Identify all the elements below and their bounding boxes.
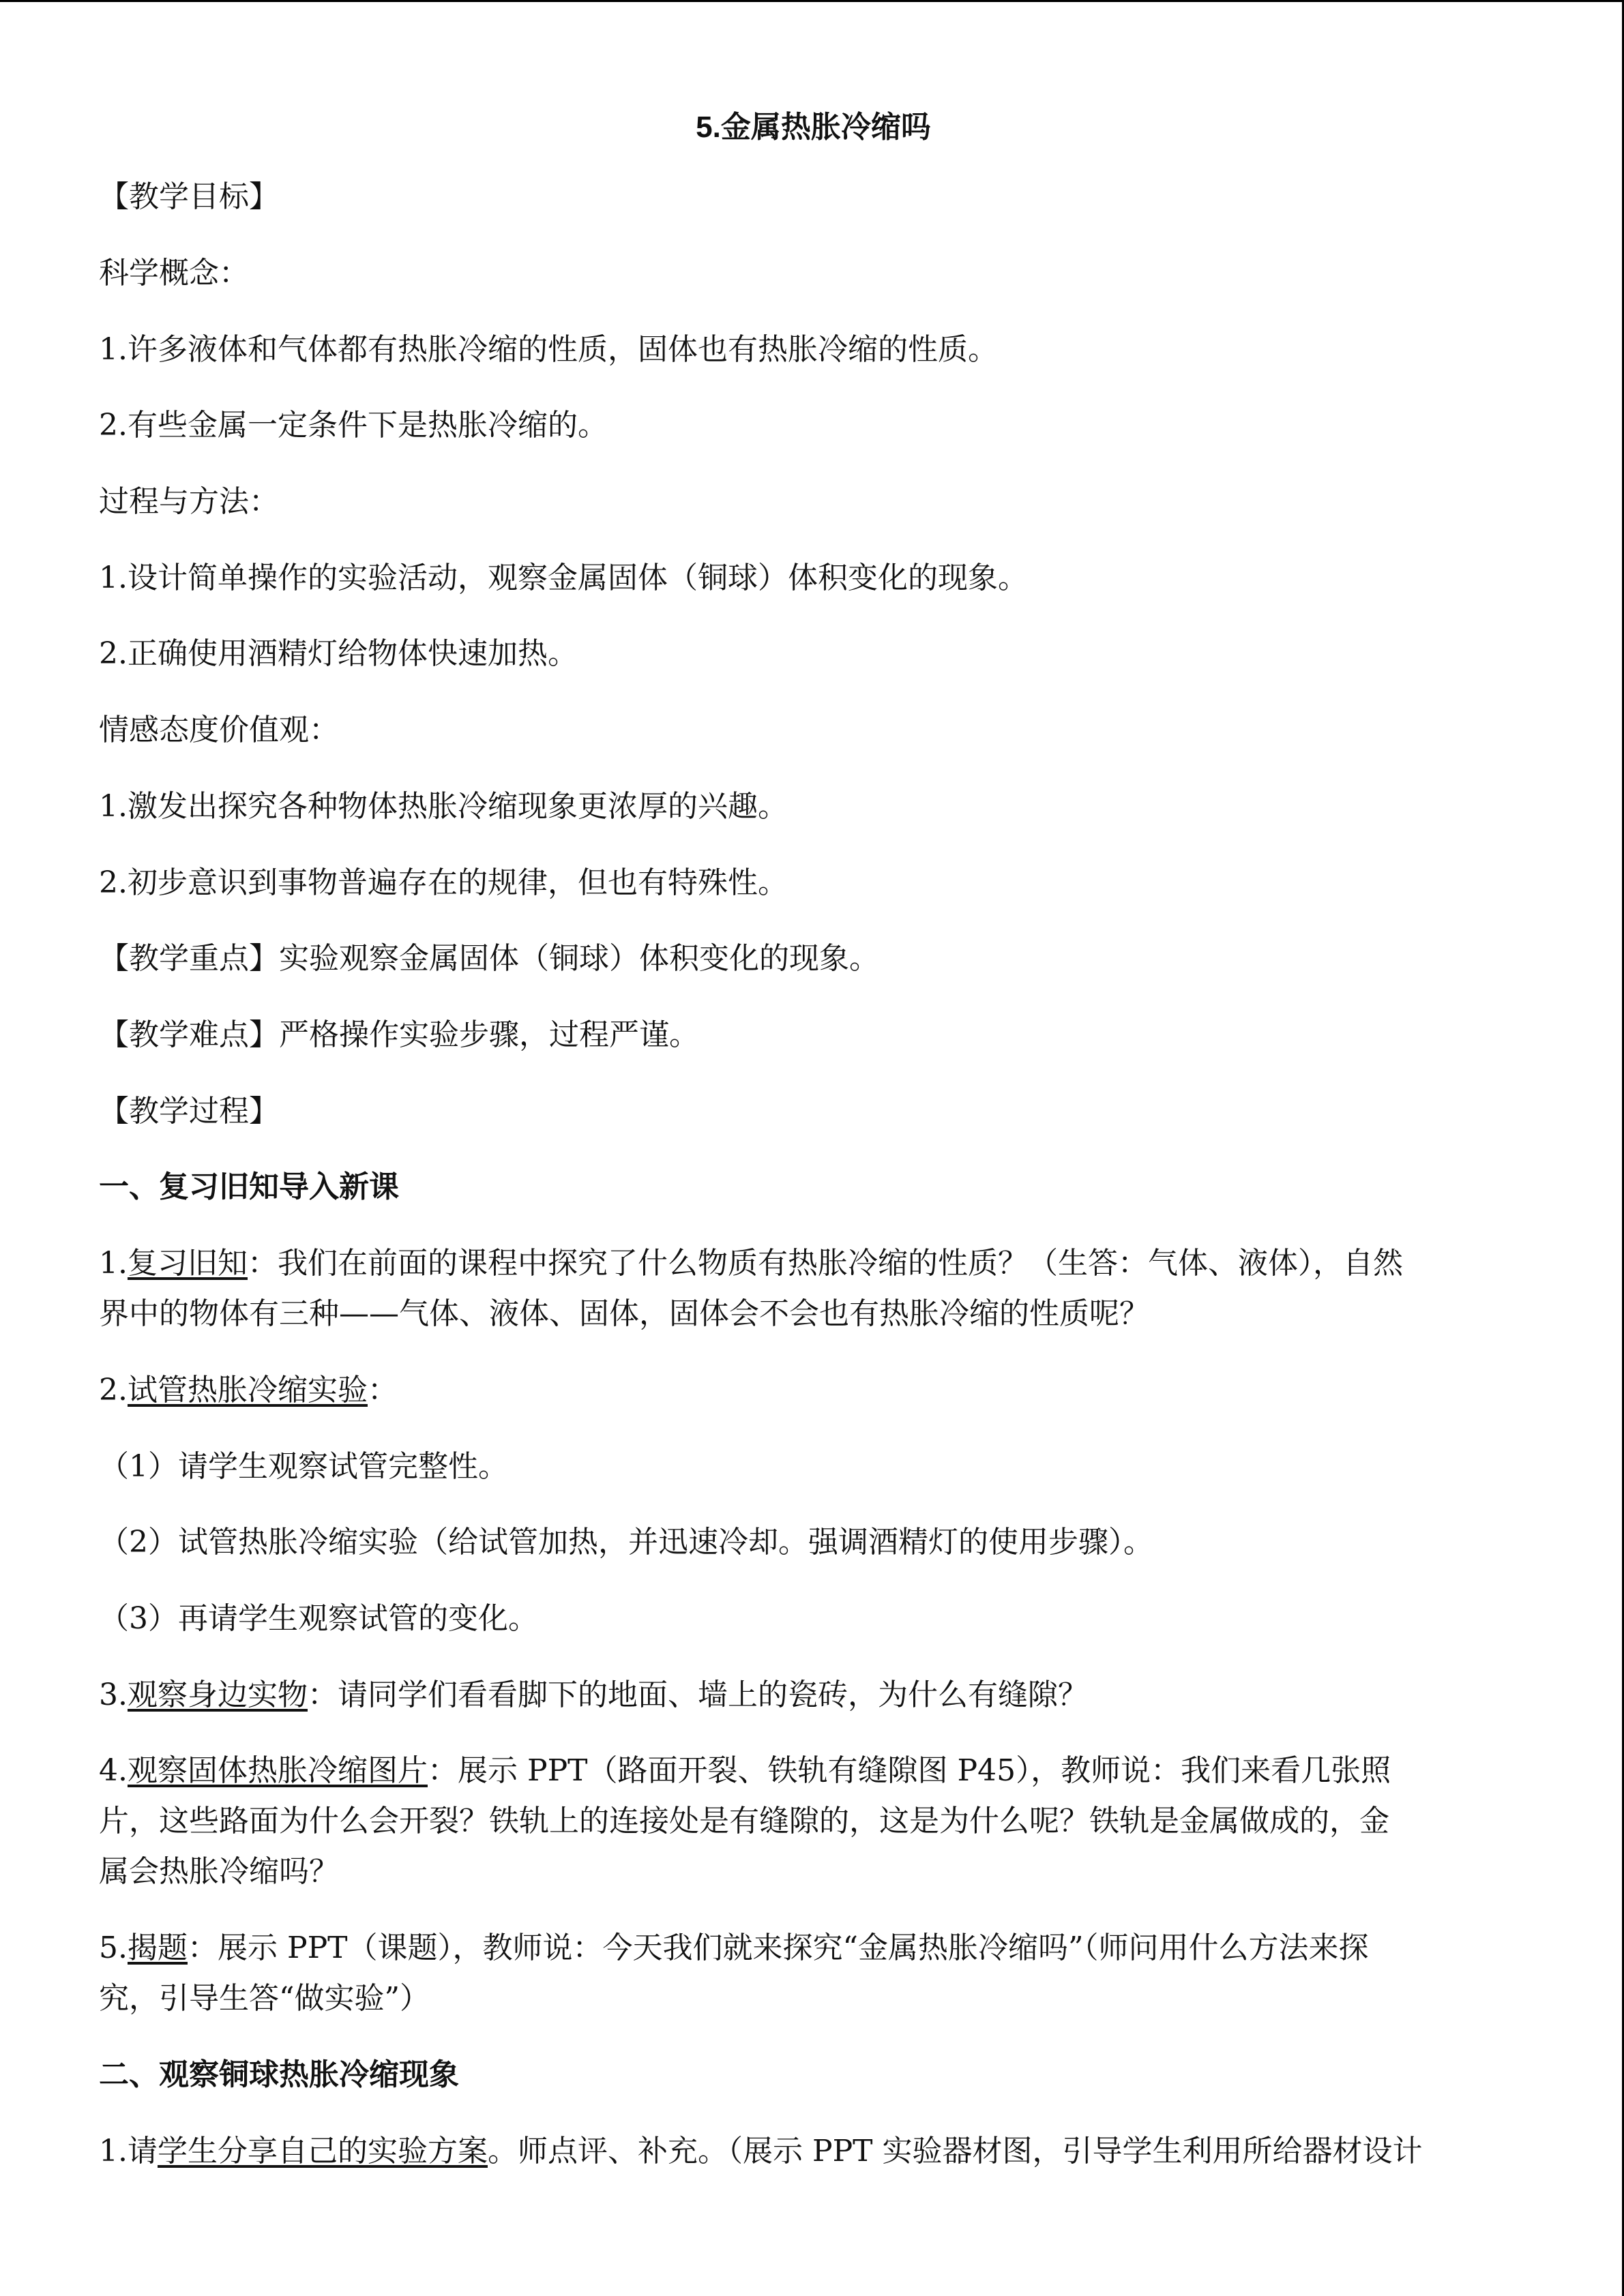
difficulty: 【教学难点】严格操作实验步骤，过程严谨。: [99, 1017, 699, 1052]
section-1-heading: 一、复习旧知导入新课: [99, 1169, 399, 1204]
s2-item-1-text: 。师点评、补充。（展示 PPT 实验器材图，引导学生利用所给器材设计: [487, 2134, 1423, 2168]
s1-item-5-text: ：展示 PPT（课题），教师说：今天我们就来探究“金属热胀冷缩吗”（师问用什么方法来探: [187, 1930, 1369, 1965]
s2-item-1-num: 1.请: [99, 2134, 158, 2168]
s1-item-4-line-2: 片，这些路面为什么会开裂？铁轨上的连接处是有缝隙的，这是为什么呢？铁轨是金属做成的，金: [99, 1804, 1389, 1838]
emotion-item-1: 1.激发出探究各种物体热胀冷缩现象更浓厚的兴趣。: [99, 789, 788, 824]
document-title: 5.金属热胀冷缩吗: [696, 110, 931, 144]
key-point: 【教学重点】实验观察金属固体（铜球）体积变化的现象。: [99, 941, 879, 976]
s1-item-2: [99, 1365, 398, 1416]
s1-item-4-text: ：展示 PPT（路面开裂、铁轨有缝隙图 P45），教师说：我们来看几张照: [427, 1753, 1391, 1788]
s1-item-3-link: 观察身边实物: [127, 1678, 308, 1712]
process-item-1: 1.设计简单操作的实验活动，观察金属固体（铜球）体积变化的现象。: [99, 561, 1028, 595]
s1-item-4-num: 4.: [99, 1753, 128, 1788]
s1-item-5-line-2: 究，引导生答“做实验”）: [99, 1981, 430, 2016]
process-label: 过程与方法：: [99, 484, 279, 519]
concept-item-1: 1.许多液体和气体都有热胀冷缩的性质，固体也有热胀冷缩的性质。: [99, 332, 998, 367]
process-heading: 【教学过程】: [99, 1094, 279, 1129]
s1-item-1-line-2: 界中的物体有三种——气体、液体、固体，固体会不会也有热胀冷缩的性质呢？: [99, 1296, 1149, 1331]
s1-item-1-link: 复习旧知: [127, 1246, 248, 1281]
s1-item-2-sub-1: （1）请学生观察试管完整性。: [99, 1449, 508, 1484]
s1-item-2-link: 试管热胀冷缩实验: [127, 1373, 368, 1407]
section-2-heading: 二、观察铜球热胀冷缩现象: [99, 2057, 459, 2092]
s2-item-1: [99, 2126, 1423, 2177]
s1-item-5-link: 揭题: [127, 1930, 188, 1965]
concept-item-2: 2.有些金属一定条件下是热胀冷缩的。: [99, 408, 608, 443]
process-item-2: 2.正确使用酒精灯给物体快速加热。: [99, 636, 578, 671]
s1-item-2-text: ：: [367, 1373, 398, 1407]
s1-item-4-line-1: [99, 1746, 1391, 1796]
s2-item-1-link: 学生分享自己的实验方案: [157, 2134, 488, 2168]
s1-item-1-num: 1.: [99, 1246, 128, 1281]
s1-item-3-text: ：请同学们看看脚下的地面、墙上的瓷砖，为什么有缝隙？: [307, 1678, 1088, 1712]
s1-item-4-link: 观察固体热胀冷缩图片: [127, 1753, 428, 1788]
s1-item-5-line-1: [99, 1923, 1369, 1973]
s1-item-4-line-3: 属会热胀冷缩吗？: [99, 1854, 339, 1889]
s1-item-5-num: 5.: [99, 1930, 128, 1965]
science-concept-label: 科学概念：: [99, 256, 249, 290]
s1-item-1-line-1: [99, 1238, 1403, 1289]
s1-item-2-num: 2.: [99, 1373, 128, 1407]
s1-item-3: [99, 1670, 1088, 1720]
s1-item-2-sub-2: （2）试管热胀冷缩实验（给试管加热，并迅速冷却。强调酒精灯的使用步骤）。: [99, 1525, 1153, 1560]
emotion-label: 情感态度价值观：: [99, 713, 339, 747]
s1-item-2-sub-3: （3）再请学生观察试管的变化。: [99, 1601, 538, 1636]
s1-item-1-text: ：我们在前面的课程中探究了什么物质有热胀冷缩的性质？（生答：气体、液体），自然: [247, 1246, 1403, 1281]
objectives-heading: 【教学目标】: [99, 179, 279, 214]
emotion-item-2: 2.初步意识到事物普遍存在的规律，但也有特殊性。: [99, 865, 788, 900]
s1-item-3-num: 3.: [99, 1678, 128, 1712]
